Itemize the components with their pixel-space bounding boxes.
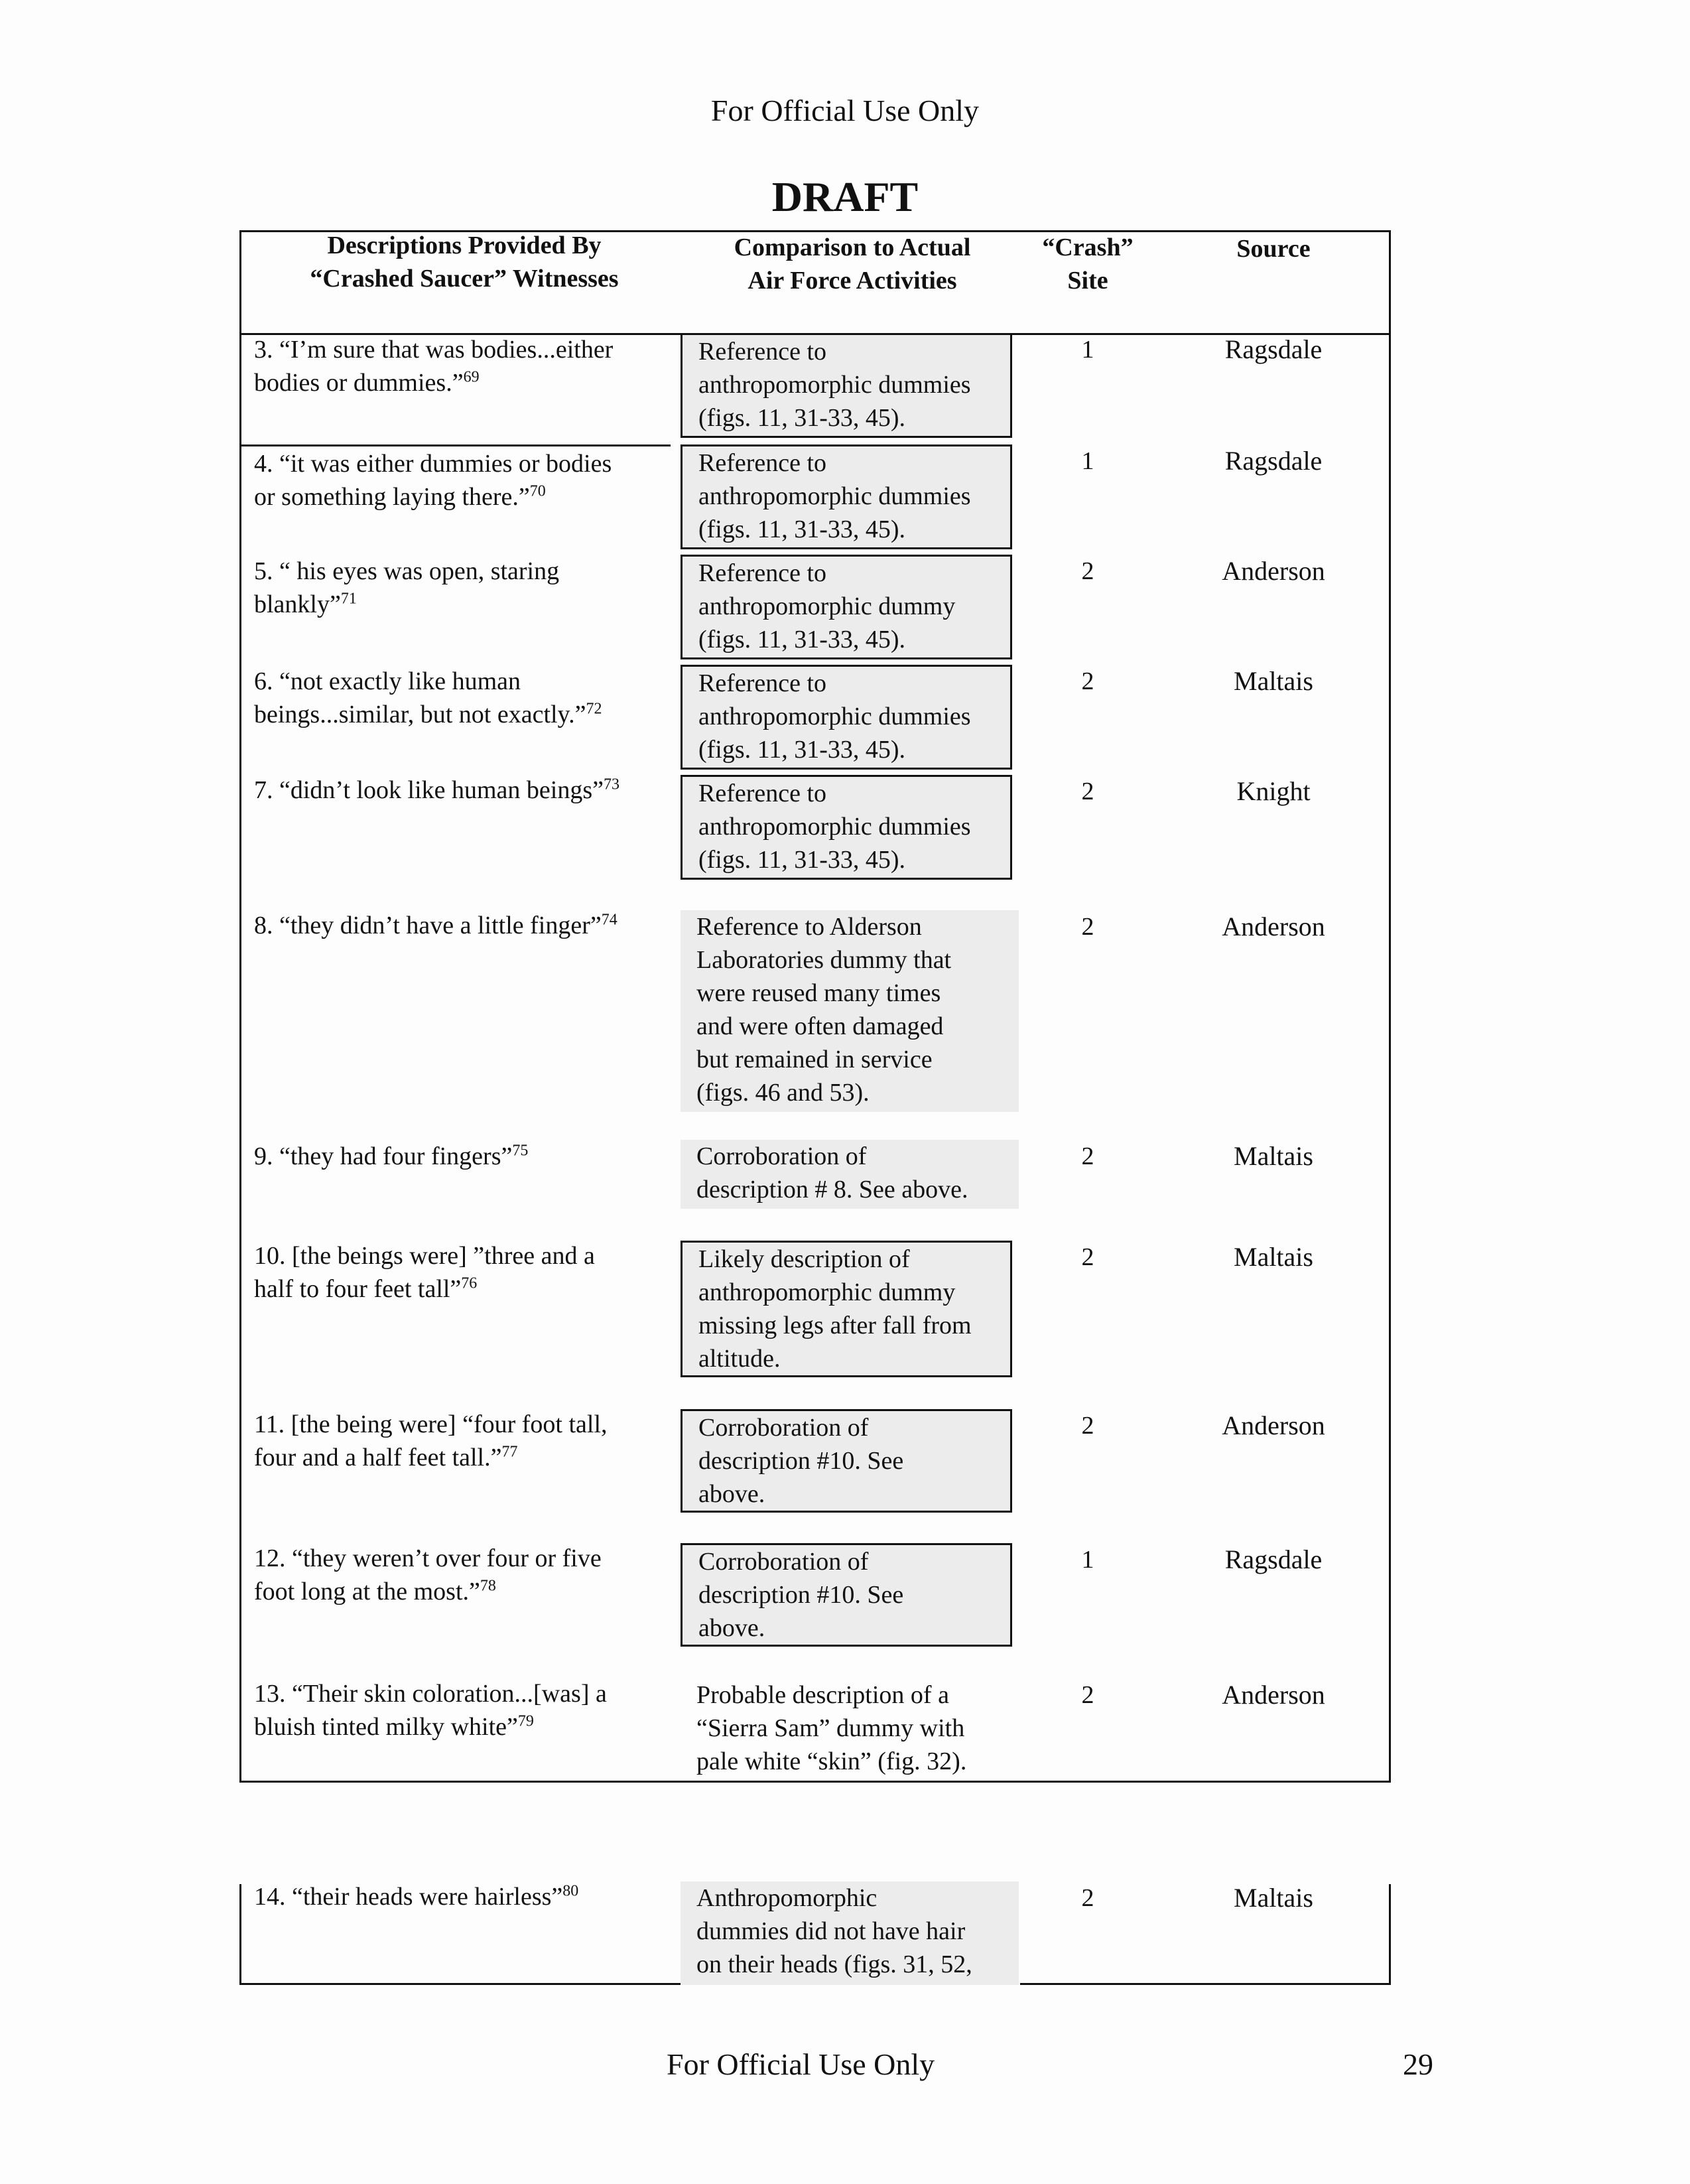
col-head-comparison	[690, 231, 1015, 297]
witness-text: 5. “ his eyes was open, staring	[254, 557, 560, 585]
site-cell: 2	[1081, 778, 1094, 805]
comparison-line: “Sierra Sam” dummy with	[696, 1714, 965, 1742]
witness-text: or something laying there.”	[254, 483, 530, 511]
witness-text: blankly”	[254, 590, 341, 618]
comparison-cell	[681, 1881, 1019, 1985]
witness-cell	[254, 1677, 665, 1743]
footnote-ref: 72	[586, 700, 602, 718]
witness-cell	[254, 333, 665, 399]
source-cell: Anderson	[1222, 556, 1325, 586]
comparison-line: anthropomorphic dummies	[698, 813, 971, 841]
footnote-ref: 78	[480, 1577, 496, 1595]
comparison-line: Reference to	[698, 669, 827, 697]
witness-text: 9. “they had four fingers”	[254, 1142, 513, 1170]
page-number: 29	[1403, 2047, 1433, 2081]
witness-text: foot long at the most.”	[254, 1578, 480, 1605]
table2-bottom-border-left	[239, 1983, 681, 1985]
comparison-line: above.	[698, 1614, 765, 1642]
source-cell: Ragsdale	[1224, 446, 1323, 476]
classification-footer: For Official Use Only	[667, 2047, 935, 2081]
source-cell: Anderson	[1222, 912, 1325, 941]
site-cell: 2	[1081, 1412, 1094, 1440]
site-cell: 1	[1081, 336, 1094, 364]
witness-text: 6. “not exactly like human	[254, 667, 521, 695]
col-head-witness	[252, 229, 677, 295]
witness-text: four and a half feet tall.”	[254, 1444, 502, 1471]
col-head-source: Source	[1236, 235, 1311, 263]
classification-header: For Official Use Only	[710, 94, 980, 127]
comparison-line: on their heads (figs. 31, 52,	[696, 1950, 972, 1978]
witness-text: 4. “it was either dummies or bodies	[254, 450, 612, 478]
witness-text: 3. “I’m sure that was bodies...either	[254, 336, 614, 364]
site-cell: 2	[1081, 913, 1094, 941]
witness-cell	[254, 665, 665, 731]
col-head-comparison-line1: Comparison to Actual	[734, 234, 971, 261]
witness-text: 12. “they weren’t over four or five	[254, 1544, 602, 1572]
footnote-ref: 77	[501, 1443, 518, 1461]
comparison-line: Reference to Alderson	[696, 913, 922, 941]
col-head-site-line1: “Crash”	[1042, 234, 1134, 261]
comparison-cell	[681, 1678, 1012, 1778]
footnote-ref: 75	[512, 1142, 529, 1160]
site-cell: 1	[1081, 447, 1094, 475]
site-cell: 2	[1081, 557, 1094, 585]
source-cell: Knight	[1236, 776, 1311, 806]
comparison-line: anthropomorphic dummy	[698, 1278, 956, 1306]
site-cell: 2	[1081, 1884, 1094, 1912]
footnote-ref: 69	[463, 368, 480, 386]
row-divider	[239, 444, 671, 446]
comparison-line: Anthropomorphic	[696, 1884, 878, 1912]
source-cell: Anderson	[1222, 1680, 1325, 1710]
comparison-line: dummies did not have hair	[696, 1917, 966, 1945]
comparison-cell	[681, 1140, 1019, 1209]
col-head-comparison-line2: Air Force Activities	[748, 267, 957, 295]
witness-text: 11. [the being were] “four foot tall,	[254, 1410, 608, 1438]
comparison-line: (figs. 11, 31-33, 45).	[698, 846, 906, 874]
comparison-cell	[681, 775, 1012, 880]
witness-text: 8. “they didn’t have a little finger”	[254, 912, 602, 939]
witness-text: half to four feet tall”	[254, 1275, 462, 1303]
comparison-line: description #10. See	[698, 1447, 904, 1475]
comparison-cell	[681, 333, 1012, 438]
table2-right-border	[1389, 1884, 1391, 1985]
col-head-site-line2: Site	[1067, 267, 1108, 295]
witness-cell	[254, 1239, 665, 1306]
witness-text: 7. “didn’t look like human beings”	[254, 776, 604, 804]
footnote-ref: 79	[517, 1712, 534, 1730]
comparison-line: but remained in service	[696, 1046, 933, 1073]
comparison-line: (figs. 46 and 53).	[696, 1079, 870, 1107]
source-cell: Maltais	[1234, 1242, 1313, 1272]
table2-bottom-border-right	[1020, 1983, 1391, 1985]
comparison-line: Reference to	[698, 449, 827, 477]
witness-cell	[254, 447, 665, 513]
comparison-cell	[681, 555, 1012, 659]
comparison-cell	[681, 444, 1012, 549]
table2-left-border	[239, 1884, 241, 1985]
comparison-line: Reference to	[698, 559, 827, 587]
footnote-ref: 80	[562, 1882, 579, 1900]
source-cell: Anderson	[1222, 1410, 1325, 1440]
col-head-site	[1035, 231, 1141, 297]
site-cell: 2	[1081, 1243, 1094, 1271]
site-cell: 1	[1081, 1546, 1094, 1574]
comparison-line: missing legs after fall from	[698, 1312, 972, 1339]
site-cell: 2	[1081, 1681, 1094, 1709]
witness-cell	[254, 1408, 665, 1474]
source-cell: Maltais	[1234, 666, 1313, 696]
comparison-line: Corroboration of	[698, 1414, 869, 1442]
witness-cell	[254, 909, 665, 942]
comparison-line: anthropomorphic dummy	[698, 592, 956, 620]
witness-cell	[254, 1542, 665, 1608]
witness-text: bluish tinted milky white”	[254, 1713, 518, 1741]
footnote-ref: 70	[529, 482, 546, 500]
comparison-line: above.	[698, 1480, 765, 1508]
witness-cell	[254, 774, 665, 807]
site-cell: 2	[1081, 667, 1094, 695]
comparison-cell	[681, 1409, 1012, 1513]
witness-text: bodies or dummies.”	[254, 369, 464, 397]
witness-text: 10. [the beings were] ”three and a	[254, 1242, 595, 1270]
comparison-line: Probable description of a	[696, 1681, 949, 1709]
footnote-ref: 74	[601, 911, 618, 929]
comparison-cell	[681, 665, 1012, 770]
comparison-line: Reference to	[698, 780, 827, 807]
comparison-line: were reused many times	[696, 979, 941, 1007]
source-cell: Maltais	[1234, 1141, 1313, 1171]
comparison-line: pale white “skin” (fig. 32).	[696, 1747, 967, 1775]
comparison-line: anthropomorphic dummies	[698, 482, 971, 510]
comparison-cell	[681, 910, 1019, 1112]
witness-cell	[254, 1140, 665, 1173]
comparison-line: Corroboration of	[698, 1548, 869, 1576]
comparison-line: (figs. 11, 31-33, 45).	[698, 404, 906, 432]
witness-cell	[254, 555, 665, 621]
comparison-line: anthropomorphic dummies	[698, 371, 971, 399]
witness-text: 14. “their heads were hairless”	[254, 1883, 563, 1911]
comparison-line: Laboratories dummy that	[696, 946, 952, 974]
source-cell: Ragsdale	[1224, 1544, 1323, 1574]
comparison-line: Reference to	[698, 338, 827, 366]
footnote-ref: 76	[461, 1274, 478, 1292]
source-cell: Maltais	[1234, 1883, 1313, 1913]
comparison-line: (figs. 11, 31-33, 45).	[698, 515, 906, 543]
col-head-witness-line2: “Crashed Saucer” Witnesses	[310, 265, 619, 293]
comparison-cell	[681, 1543, 1012, 1647]
col-head-witness-line1: Descriptions Provided By	[327, 232, 602, 259]
comparison-line: and were often damaged	[696, 1012, 944, 1040]
witness-cell	[254, 1880, 665, 1913]
comparison-line: (figs. 11, 31-33, 45).	[698, 736, 906, 764]
comparison-line: anthropomorphic dummies	[698, 703, 971, 730]
comparison-line: altitude.	[698, 1345, 781, 1373]
comparison-cell	[681, 1241, 1012, 1377]
comparison-line: description #10. See	[698, 1581, 904, 1609]
footnote-ref: 73	[604, 776, 619, 793]
source-cell: Ragsdale	[1224, 334, 1323, 364]
footnote-ref: 71	[340, 590, 357, 608]
comparison-line: (figs. 11, 31-33, 45).	[698, 626, 906, 653]
comparison-line: Likely description of	[698, 1245, 910, 1273]
draft-stamp: DRAFT	[771, 173, 919, 220]
witness-text: 13. “Their skin coloration...[was] a	[254, 1680, 607, 1708]
site-cell: 2	[1081, 1142, 1094, 1170]
comparison-line: description # 8. See above.	[696, 1176, 968, 1203]
witness-text: beings...similar, but not exactly.”	[254, 701, 586, 728]
comparison-line: Corroboration of	[696, 1142, 867, 1170]
